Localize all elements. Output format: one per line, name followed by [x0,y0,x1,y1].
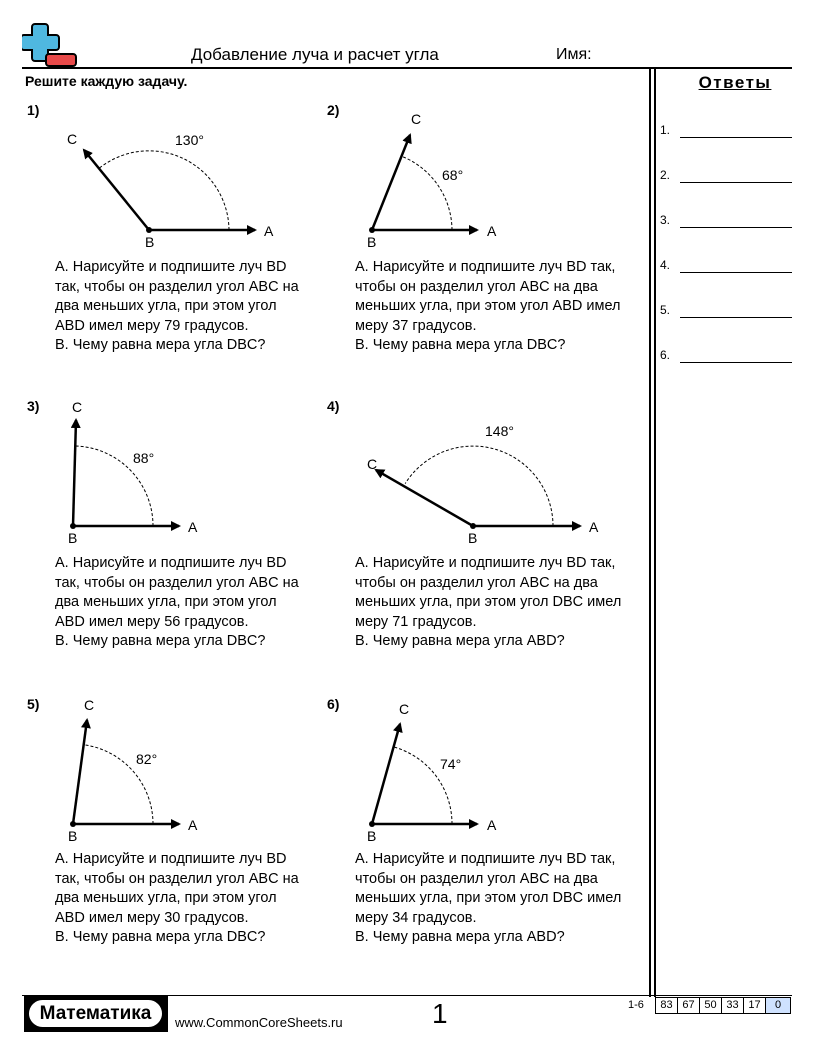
answer-field-1[interactable] [660,123,795,143]
svg-text:B: B [68,828,78,844]
answer-line [680,272,792,273]
svg-text:A: A [487,223,497,239]
svg-text:C: C [367,456,378,472]
page-number: 1 [432,998,448,1029]
problem-text: А. Нарисуйте и подпишите луч BD так, чтобы он разделил угол ABC на два меньших угла, при этом угол ABD имел меру 30 градусов. B. Чему равна мера угла DBC? [55,851,299,945]
column-divider [649,67,651,997]
instructions: Решите каждую задачу. [25,73,188,89]
answer-field-3[interactable] [660,213,795,233]
score-cell: 67 [678,997,700,1014]
problem-2 [327,102,627,362]
answer-number: 1. [660,123,671,137]
angle-diagram [327,398,647,548]
problem-number: 4) [327,398,340,414]
answer-line [680,182,792,183]
answer-field-5[interactable] [660,303,795,323]
svg-text:88°: 88° [133,450,155,466]
svg-text:A: A [188,817,198,833]
point-c-label: C [67,131,78,147]
brand-logo [24,996,168,1032]
problem-1 [27,102,327,362]
angle-diagram [27,102,327,252]
angle-diagram [327,102,647,252]
score-cell: 50 [700,997,722,1014]
problem-number: 1) [27,102,40,118]
answer-line [680,362,792,363]
svg-text:A: A [589,519,599,535]
problem-number: 6) [327,696,340,712]
problem-5 [27,696,327,956]
svg-text:B: B [367,828,377,844]
svg-text:B: B [68,530,78,546]
svg-text:A: A [188,519,198,535]
site-url: www.CommonCoreSheets.ru [175,1015,343,1030]
score-table [655,997,791,1014]
header-divider [22,67,792,69]
answer-line [680,137,792,138]
point-b-label: B [145,234,155,250]
problem-range: 1-6 [628,999,644,1011]
point-a-label: A [264,223,274,239]
problem-number: 3) [27,398,40,414]
svg-text:74°: 74° [440,756,462,772]
svg-text:A: A [487,817,497,833]
answer-field-6[interactable] [660,348,795,368]
answer-number: 3. [660,213,671,227]
answer-number: 6. [660,348,671,362]
svg-text:C: C [411,111,422,127]
answer-line [680,227,792,228]
brand-label: Математика [29,1000,162,1027]
svg-text:C: C [399,701,410,717]
svg-text:B: B [367,234,377,250]
svg-text:148°: 148° [485,423,514,439]
score-cell: 17 [744,997,766,1014]
answer-field-4[interactable] [660,258,795,278]
problem-4 [327,398,627,658]
problem-text: А. Нарисуйте и подпишите луч BD так, чтобы он разделил угол ABC на два меньших угла, при этом угол DBC имел меру 71 градусов. B. Чему равна мера угла ABD? [355,555,622,649]
answer-number: 2. [660,168,671,182]
svg-text:C: C [84,697,95,713]
answer-line [680,317,792,318]
answer-field-2[interactable] [660,168,795,188]
angle-diagram [327,696,647,846]
problem-text: А. Нарисуйте и подпишите луч BD так, чтобы он разделил угол ABC на два меньших угла, при этом угол DBC имел меру 34 градусов. B. Чему равна мера угла ABD? [355,851,622,945]
problem-text: А. Нарисуйте и подпишите луч BD так, чтобы он разделил угол ABC на два меньших угла, при этом угол ABD имел меру 56 градусов. B. Чему равна мера угла DBC? [55,555,299,649]
svg-text:C: C [72,399,83,415]
problem-number: 2) [327,102,340,118]
problem-6 [327,696,627,956]
score-cell-highlight: 0 [766,997,791,1014]
svg-text:68°: 68° [442,167,464,183]
problem-text: А. Нарисуйте и подпишите луч BD так, чтобы он разделил угол ABC на два меньших угла, при этом угол ABD имел меру 79 градусов. B. Чему равна мера угла DBC? [55,259,299,353]
answer-number: 4. [660,258,671,272]
worksheet-title: Добавление луча и расчет угла [191,45,439,64]
answers-title: Ответы [698,73,772,92]
column-divider [654,67,656,997]
problem-3 [27,398,327,658]
answer-number: 5. [660,303,671,317]
score-cell: 83 [655,997,678,1014]
svg-text:82°: 82° [136,751,158,767]
angle-diagram [27,398,327,548]
score-cell: 33 [722,997,744,1014]
problem-text: А. Нарисуйте и подпишите луч BD так, чтобы он разделил угол ABC на два меньших угла, при этом угол ABD имел меру 37 градусов. B. Чему равна мера угла DBC? [355,259,621,353]
problem-number: 5) [27,696,40,712]
logo-icon [22,22,80,68]
angle-measure: 130° [175,132,204,148]
angle-diagram [27,696,327,846]
name-label: Имя: [556,46,592,63]
svg-text:B: B [468,530,478,546]
